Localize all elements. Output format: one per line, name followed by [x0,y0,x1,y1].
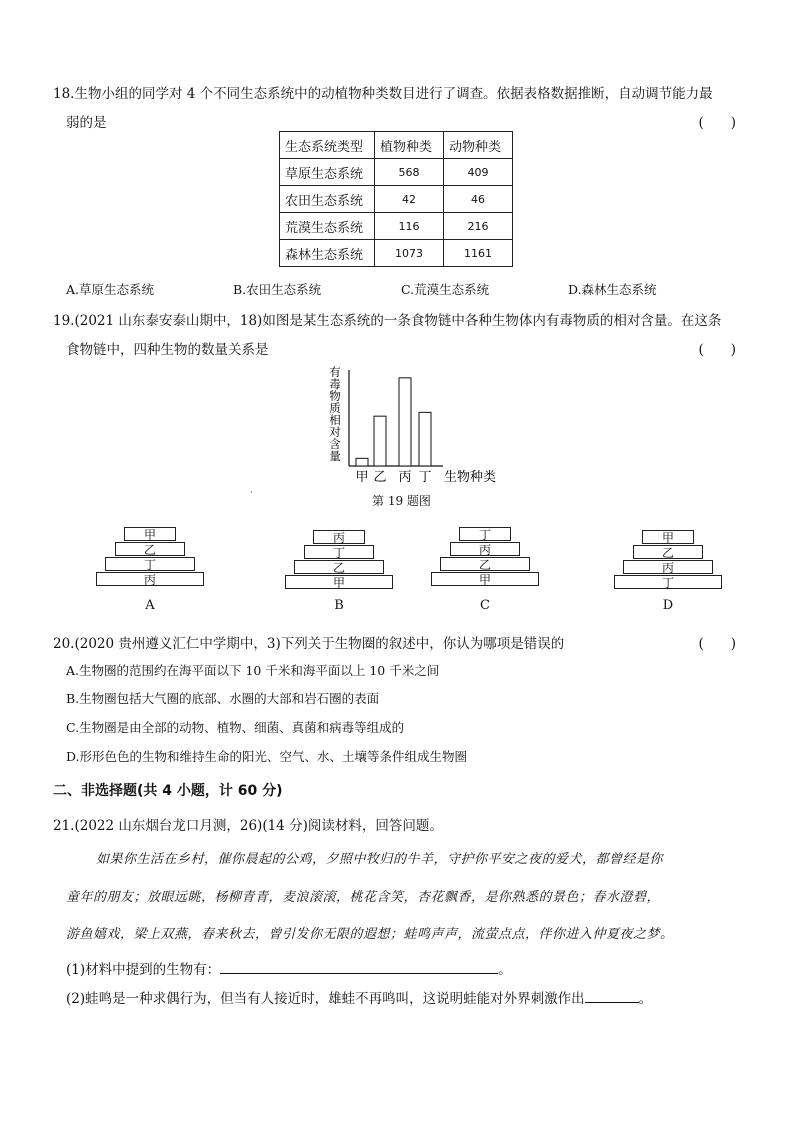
table-cell: 农田生态系统 [280,186,375,213]
table-cell: 森林生态系统 [280,240,375,267]
pyramid-D-layer: 甲 [642,530,694,544]
stray-dot: · [250,488,253,497]
y-label-char: 有 [329,365,341,379]
table-header-row [280,132,513,159]
y-label-char: 对 [329,425,341,439]
x-tick-label: 乙 [373,470,387,485]
pyramid-D-layer: 丙 [623,560,713,574]
pyramid-B-layer: 丙 [313,530,365,544]
pyramid-B-letter: B [334,598,344,613]
q18-stem-line2: 弱的是 [66,115,107,131]
q18-option-d: D.森林生态系统 [568,282,657,297]
reading-line-1: 如果你生活在乡村，催你晨起的公鸡，夕照中牧归的牛羊，守护你平安之夜的爱犬，都曾经是你 [96,852,664,867]
table-row [280,213,513,240]
x-axis-label: 生物种类 [444,470,497,485]
x-tick-label: 丙 [398,470,412,485]
pyramid-A-layer: 丙 [96,572,204,586]
pyramid-C-layer: 丁 [459,527,511,541]
table-cell: 409 [444,159,513,186]
table-cell: 116 [375,213,444,240]
table-cell: 568 [375,159,444,186]
toxin-bar-chart-svg [325,364,505,486]
y-label-char: 质 [329,401,341,415]
q19-stem-line2: 食物链中，四种生物的数量关系是 [66,342,269,358]
pyramid-C-layer: 甲 [431,572,539,586]
q18-option-a: A.草原生态系统 [66,282,155,297]
table-cell: 1073 [375,240,444,267]
x-tick-label: 丁 [418,470,432,485]
q21-sub1-blank[interactable] [220,961,498,974]
q20-answer-paren: ( ) [698,636,736,652]
table-header: 动物种类 [444,132,513,159]
x-tick-label: 甲 [355,470,369,485]
q21-sub2-text: (2)蛙鸣是一种求偶行为，但当有人接近时，雄蛙不再鸣叫，这说明蛙能对外界刺激作出 [66,991,585,1007]
pyramid-D-letter: D [662,598,674,613]
pyramid-C-letter: C [480,598,490,613]
q20-option-a: A.生物圈的范围约在海平面以下 10 千米和海平面以上 10 千米之间 [66,663,440,678]
pyramid-A-layer: 丁 [105,557,195,571]
pyramid-D-layer: 乙 [633,545,703,559]
q18-option-c: C.荒漠生态系统 [401,282,490,297]
bar-乙 [374,416,386,466]
y-label-char: 相 [329,413,341,427]
toxin-bar-chart [325,364,505,486]
q19-answer-paren: ( ) [698,342,736,358]
table-cell: 216 [444,213,513,240]
q20-option-c: C.生物圈是由全部的动物、植物、细菌、真菌和病毒等组成的 [66,720,405,735]
q18-stem-line1: 18.生物小组的同学对 4 个不同生态系统中的动植物种类数目进行了调查。依据表格数据推断，自动调节能力最 [53,86,713,102]
q21-sub2 [66,987,652,1007]
pyramid-C-layer: 乙 [440,557,530,571]
table-cell: 1161 [444,240,513,267]
q18-option-b: B.农田生态系统 [233,282,322,297]
y-label-char: 量 [329,449,341,463]
table-cell: 42 [375,186,444,213]
q21-sub1 [66,958,512,978]
reading-line-2: 童年的朋友；放眼远眺，杨柳青青，麦浪滚滚，桃花含笑，杏花飘香，是你熟悉的景色；春水澄碧， [66,890,661,905]
table-cell: 46 [444,186,513,213]
table-row [280,159,513,186]
y-label-char: 毒 [329,377,341,391]
pyramid-C-layer: 丙 [450,542,520,556]
y-axis-label [329,365,341,463]
table-header: 植物种类 [375,132,444,159]
pyramid-A-letter: A [145,598,155,613]
y-label-char: 含 [329,437,341,451]
table-cell: 荒漠生态系统 [280,213,375,240]
reading-line-3: 游鱼嬉戏，梁上双燕，春来秋去，曾引发你无限的遐想；蛙鸣声声，流萤点点，伴你进入仲夏夜之梦。 [66,927,674,942]
pyramid-B-layer: 丁 [304,545,374,559]
q21-sub2-blank[interactable] [585,990,639,1003]
table-cell: 草原生态系统 [280,159,375,186]
pyramid-D-layer: 丁 [614,575,722,589]
table-row [280,186,513,213]
pyramid-A-layer: 乙 [115,542,185,556]
pyramid-A-layer: 甲 [124,527,176,541]
q20-option-b: B.生物圈包括大气圈的底部、水圈的大部和岩石圈的表面 [66,691,380,706]
q21-stem: 21.(2022 山东烟台龙口月测，26)(14 分)阅读材料，回答问题。 [53,818,443,834]
pyramid-B-layer: 乙 [294,560,384,574]
bar-丁 [419,412,431,466]
bar-甲 [356,458,368,466]
q20-stem: 20.(2020 贵州遵义汇仁中学期中，3)下列关于生物圈的叙述中，你认为哪项是错误的 [53,636,565,652]
pyramid-B-layer: 甲 [285,575,393,589]
ecosystem-table [279,131,513,267]
q21-sub2-suffix: 。 [638,991,653,1007]
section-title: 二、非选择题(共 4 小题，计 60 分) [53,783,283,799]
table-row [280,240,513,267]
chart-caption: 第 19 题图 [372,494,431,508]
q20-option-d: D.形形色色的生物和维持生命的阳光、空气、水、土壤等条件组成生物圈 [66,749,468,764]
bar-丙 [399,378,411,466]
table-header: 生态系统类型 [280,132,375,159]
y-label-char: 物 [329,389,341,403]
q18-answer-paren: ( ) [698,115,736,131]
q21-sub1-prefix: (1)材料中提到的生物有： [66,962,221,978]
q21-sub1-suffix: 。 [498,962,512,978]
q19-stem-line1: 19.(2021 山东泰安泰山期中，18)如图是某生态系统的一条食物链中各种生物体内有毒物质的相对含量。在这条 [53,313,722,329]
